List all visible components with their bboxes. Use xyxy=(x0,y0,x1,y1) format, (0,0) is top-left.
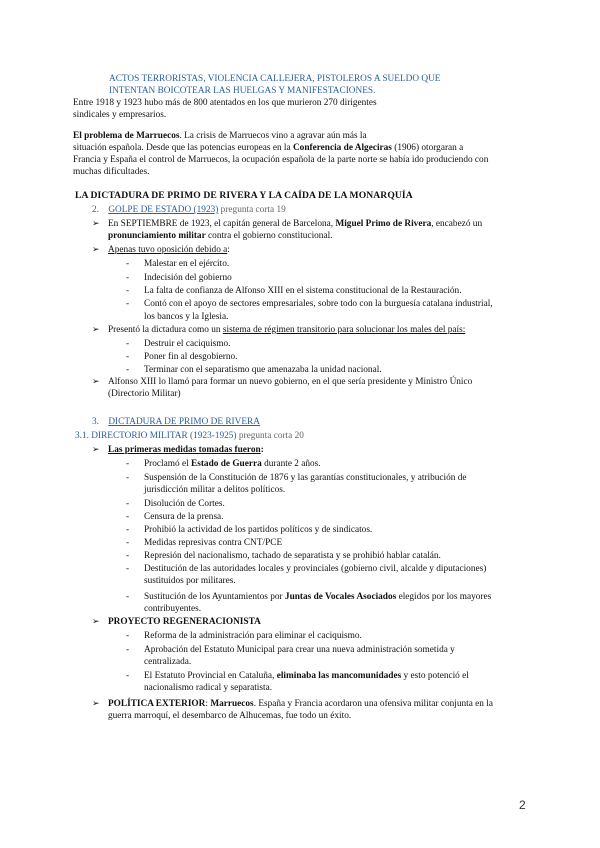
morocco-l2c: (1906) otorgaran a xyxy=(391,143,464,153)
s2-bullet4-line1: Alfonso XIII lo llamó para formar un nuevo gobierno, en el que sería presidente y Ministro Único xyxy=(108,377,473,387)
s3-num: 3. xyxy=(92,417,99,427)
s2-title: GOLPE DE ESTADO (1923) xyxy=(108,205,219,215)
m1-a: Proclamó el xyxy=(144,459,191,469)
list-item: Indecisión del gobierno xyxy=(144,273,232,283)
arrow-bullet-icon: ➢ xyxy=(92,219,100,229)
morocco-line2 xyxy=(73,142,463,155)
p3-a: El Estatuto Provincial en Cataluña, xyxy=(144,671,277,681)
measure-9-line2: contribuyentes. xyxy=(144,604,202,614)
dash-icon: - xyxy=(126,551,130,561)
page-number: 2 xyxy=(519,798,526,812)
s2-b3-a: Presentó la dictadura como un xyxy=(108,325,223,335)
measure-9-line1 xyxy=(144,591,491,604)
marruecos: Marruecos xyxy=(210,699,254,709)
s3-sub-note: pregunta corta 20 xyxy=(236,431,304,441)
dash-icon: - xyxy=(126,339,130,349)
measure-2-line1: Suspensión de la Constitución de 1876 y las garantías constitucionales, y atribución de xyxy=(144,473,467,483)
dash-icon: - xyxy=(126,365,130,375)
dash-icon: - xyxy=(126,512,130,522)
s2-num: 2. xyxy=(92,205,99,215)
s2-note: pregunta corta 19 xyxy=(218,205,286,215)
dash-icon: - xyxy=(126,564,130,574)
measure-2-line2: jurisdicción militar a delitos políticos. xyxy=(144,485,286,495)
politica-exterior-line1 xyxy=(108,698,493,711)
s2-bullet3 xyxy=(108,324,465,337)
list-item: Malestar en el ejército. xyxy=(144,259,230,269)
e-d: . España y Francia acordaron una ofensiva militar conjunta en la xyxy=(253,699,493,709)
s2-b1-e: contra el gobierno constitucional. xyxy=(205,231,333,241)
s3-measures-title xyxy=(108,444,264,457)
dash-icon: - xyxy=(126,592,130,602)
dash-icon: - xyxy=(126,671,130,681)
list-item: La falta de confianza de Alfonso XIII en el sistema constitucional de la Restauración. xyxy=(144,286,462,296)
s2-b3-b: sistema de régimen transitorio para solucionar los males del país: xyxy=(222,325,466,335)
top-heading-line2: INTENTAN BOICOTEAR LAS HUELGAS Y MANIFESTACIONES. xyxy=(109,86,376,96)
dash-icon: - xyxy=(126,273,130,283)
intro-line1: Entre 1918 y 1923 hubo más de 800 atentados en los que murieron 270 dirigentes xyxy=(73,98,377,108)
dash-icon: - xyxy=(126,259,130,269)
dash-icon: - xyxy=(126,473,130,483)
eliminaba-mancomunidades: eliminaba las mancomunidades xyxy=(276,671,402,681)
proyecto-2-line1: Aprobación del Estatuto Municipal para crear una nueva administración sometida y xyxy=(144,645,455,655)
s2-heading xyxy=(92,204,286,217)
s2-bullet2 xyxy=(108,244,230,257)
list-item: los bancos y la Iglesia. xyxy=(144,312,229,322)
dash-icon: - xyxy=(126,299,130,309)
intro-line2: sindicales y empresarios. xyxy=(73,110,167,120)
arrow-bullet-icon: ➢ xyxy=(92,699,100,709)
measures-title-text: Las primeras medidas tomadas fueron xyxy=(108,445,261,455)
s2-b2-colon: : xyxy=(227,245,230,255)
dash-icon: - xyxy=(126,286,130,296)
arrow-bullet-icon: ➢ xyxy=(92,245,100,255)
pronunciamiento-militar: pronunciamiento militar xyxy=(108,231,206,241)
dash-icon: - xyxy=(126,499,130,509)
estado-de-guerra: Estado de Guerra xyxy=(191,459,262,469)
arrow-bullet-icon: ➢ xyxy=(92,617,100,627)
top-heading-line1: ACTOS TERRORISTAS, VIOLENCIA CALLEJERA, PISTOLEROS A SUELDO QUE xyxy=(109,74,441,84)
s3-heading xyxy=(92,416,260,429)
measure-3: Disolución de Cortes. xyxy=(144,499,225,509)
e-b: : xyxy=(205,699,211,709)
proyecto-1: Reforma de la administración para eliminar el caciquismo. xyxy=(144,631,362,641)
m9-a: Sustitución de los Ayuntamientos por xyxy=(144,592,285,602)
juntas-vocales: Juntas de Vocales Asociados xyxy=(284,592,397,602)
morocco-line4: muchas dificultades. xyxy=(73,167,150,177)
list-item: Destruir el caciquismo. xyxy=(144,339,231,349)
s2-b1-a: En SEPTIEMBRE de 1923, el capitán general de Barcelona, xyxy=(108,219,336,229)
measure-7: Represión del nacionalismo, tachado de separatista y se prohibió hablar catalán. xyxy=(144,551,441,561)
morocco-line3: Francia y España el control de Marruecos, la ocupación española de la parte norte se había ido produciendo con xyxy=(73,155,489,165)
s3-title: DICTADURA DE PRIMO DE RIVERA xyxy=(108,417,260,427)
measure-5: Prohibió la actividad de los partidos políticos y de sindicatos. xyxy=(144,525,373,535)
politica-exterior-line2: guerra marroquí, el desembarco de Alhucemas, fue todo un éxito. xyxy=(108,711,352,721)
s2-bullet4-line2: (Directorio Militar) xyxy=(108,389,181,399)
politica-exterior-title: POLÍTICA EXTERIOR xyxy=(108,699,206,709)
arrow-bullet-icon: ➢ xyxy=(92,325,100,335)
m9-c: elegidos por los mayores xyxy=(396,592,492,602)
measure-6: Medidas represivas contra CNT/PCE xyxy=(144,538,283,548)
measure-8-line1: Destitución de las autoridades locales y provinciales (gobierno civil, alcalde y diputaciones) xyxy=(144,564,487,574)
proyecto-regeneracionista-title: PROYECTO REGENERACIONISTA xyxy=(108,617,261,627)
s2-bullet1-line1 xyxy=(108,218,482,231)
list-item: Poner fin al desgobierno. xyxy=(144,352,238,362)
measure-1 xyxy=(144,458,321,471)
s3-sub-heading xyxy=(75,430,304,443)
section-title: LA DICTADURA DE PRIMO DE RIVERA Y LA CAÍDA DE LA MONARQUÍA xyxy=(75,190,413,201)
p3-c: y esto potenció el xyxy=(401,671,469,681)
morocco-l2a: situación española. Desde que las potencias europeas en la xyxy=(73,143,293,153)
proyecto-2-line2: centralizada. xyxy=(144,657,192,667)
measure-4: Censura de la prensa. xyxy=(144,512,224,522)
arrow-bullet-icon: ➢ xyxy=(92,445,100,455)
list-item: Terminar con el separatismo que amenazaba la unidad nacional. xyxy=(144,365,382,375)
dash-icon: - xyxy=(126,525,130,535)
dash-icon: - xyxy=(126,631,130,641)
proyecto-3-line1 xyxy=(144,670,469,683)
dash-icon: - xyxy=(126,538,130,548)
list-item: Contó con el apoyo de sectores empresariales, sobre todo con la burguesía catalana industrial, xyxy=(144,299,493,309)
measures-colon: : xyxy=(260,445,264,455)
proyecto-3-line2: nacionalismo radical y separatista. xyxy=(144,683,273,693)
primo-de-rivera: Miguel Primo de Rivera xyxy=(335,219,432,229)
dash-icon: - xyxy=(126,352,130,362)
morocco-l1-rest: . La crisis de Marruecos vino a agravar aún más la xyxy=(179,131,367,141)
conferencia-algeciras: Conferencia de Algeciras xyxy=(292,143,392,153)
dash-icon: - xyxy=(126,645,130,655)
directorio-militar-title: 3.1. DIRECTORIO MILITAR (1923-1925) xyxy=(75,431,237,441)
s2-b1-c: , encabezó un xyxy=(431,219,483,229)
arrow-bullet-icon: ➢ xyxy=(92,377,100,387)
measure-8-line2: sustituidos por militares. xyxy=(144,576,236,586)
s2-b2-text: Apenas tuvo oposición debido a xyxy=(108,245,228,255)
morocco-title: El problema de Marruecos xyxy=(73,131,180,141)
morocco-line1 xyxy=(73,130,367,143)
s2-bullet1-line2 xyxy=(108,230,332,243)
m1-c: durante 2 años. xyxy=(261,459,321,469)
dash-icon: - xyxy=(126,459,130,469)
